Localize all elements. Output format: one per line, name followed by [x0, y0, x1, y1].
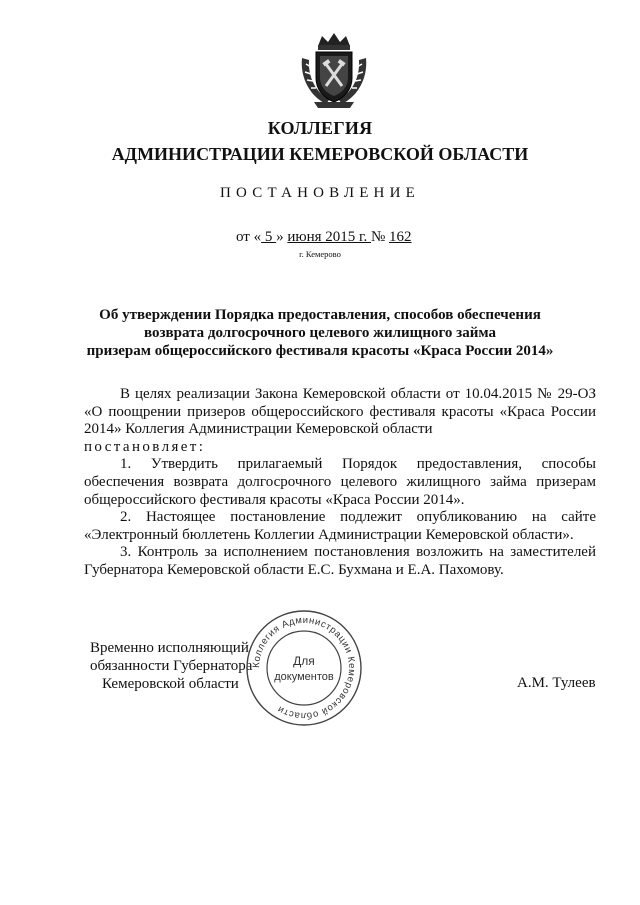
item-1: 1. Утвердить прилагаемый Порядок предоставления, способы обеспечения возврата долгосрочного целевого жилищного займа призерам общероссийского фестиваля красоты «Краса России 2014».: [84, 456, 596, 508]
date-mid: »: [276, 229, 288, 245]
position-line3: Кемеровской области: [102, 676, 239, 692]
title-line1: Об утверждении Порядка предоставления, способов обеспечения: [99, 307, 541, 323]
item-3: 3. Контроль за исполнением постановления возложить на заместителей Губернатора Кемеровской области Е.С. Бухмана и Е.А. Пахомову.: [84, 544, 596, 578]
resolves-word: постановляет:: [84, 438, 206, 455]
stamp-ring-text: Коллегия Администрации Кемеровской области: [250, 614, 358, 722]
coat-of-arms-icon: [296, 30, 372, 110]
date-prefix: от «: [236, 229, 262, 245]
document-title: [60, 306, 580, 360]
position-line2: обязанности Губернатора: [90, 658, 253, 674]
official-stamp: [244, 608, 364, 728]
title-line2: возврата долгосрочного целевого жилищного займа: [144, 325, 496, 341]
signatory-position: [90, 639, 252, 693]
document-body: [84, 386, 596, 580]
position-line1: Временно исполняющий: [90, 640, 249, 656]
stamp-center-line2: документов: [274, 671, 334, 683]
number-label: №: [370, 229, 390, 245]
date-day: 5: [261, 229, 277, 245]
org-name-line2: АДМИНИСТРАЦИИ КЕМЕРОВСКОЙ ОБЛАСТИ: [111, 144, 529, 164]
city: г. Кемерово: [299, 249, 341, 259]
stamp-center-line1: Для: [293, 654, 315, 668]
item-2: 2. Настоящее постановление подлежит опубликованию на сайте «Электронный бюллетень Коллегии Администрации Кемеровской области».: [84, 509, 596, 543]
date-month-year: июня 2015 г.: [287, 229, 371, 245]
document-type: ПОСТАНОВЛЕНИЕ: [220, 185, 420, 201]
preamble-paragraph: В целях реализации Закона Кемеровской области от 10.04.2015 № 29-ОЗ «О поощрении призеров общероссийского фестиваля красоты «Краса России 2014» Коллегия Администрации Кемеровской области: [84, 386, 596, 438]
document-number: 162: [389, 229, 412, 245]
title-line3: призерам общероссийского фестиваля красоты «Краса России 2014»: [86, 343, 554, 359]
date-number-line: [236, 229, 412, 246]
org-name-line1: КОЛЛЕГИЯ: [267, 118, 373, 138]
signatory-name: А.М. Тулеев: [517, 675, 596, 691]
